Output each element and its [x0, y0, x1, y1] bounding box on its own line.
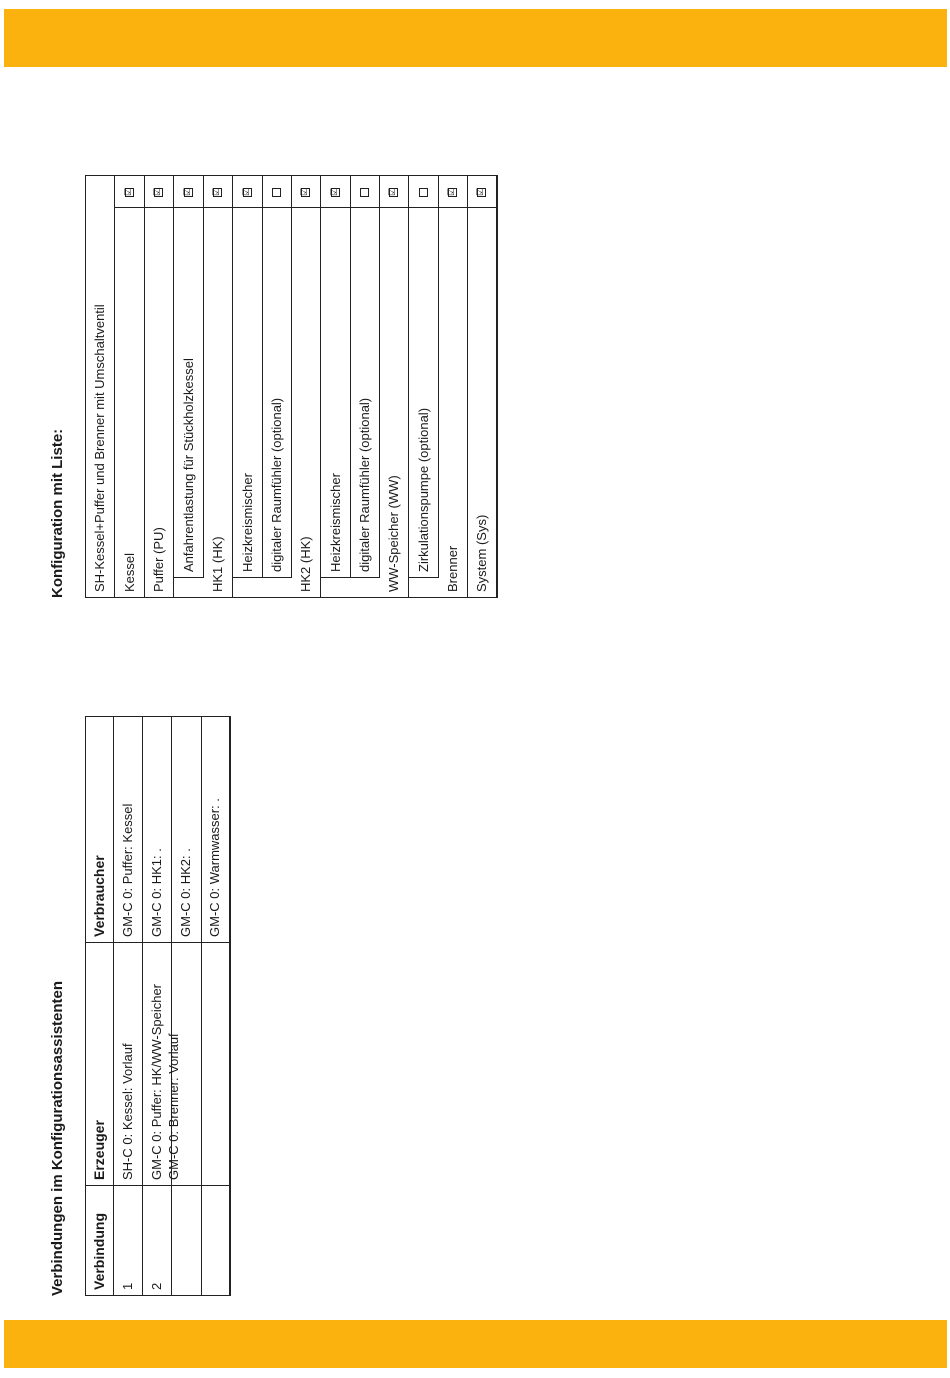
row2-id: 2	[149, 1282, 164, 1290]
config-item-ww-speicher: WW-Speicher (WW)	[386, 475, 401, 592]
config-checkbox-hk1-mischer[interactable]: ☑	[242, 187, 252, 196]
row1-consumer: GM-C 0: Puffer: Kessel	[120, 803, 135, 937]
config-item-hk2: HK2 (HK)	[298, 536, 313, 592]
config-checkbox-hk2[interactable]: ☑	[300, 187, 310, 196]
row2-consumer-2: GM-C 0: HK2: .	[178, 848, 193, 937]
col-header-verbindung: Verbindung	[91, 1213, 107, 1290]
config-checkbox-hk2-raumfuehler[interactable]	[360, 188, 369, 197]
config-title: SH-Kessel+Puffer und Brenner mit Umschaltventil	[92, 304, 107, 592]
config-checkbox-zirkulationspumpe[interactable]	[419, 188, 428, 197]
config-item-system: System (Sys)	[474, 514, 489, 592]
config-checkbox-anfahrentlastung[interactable]: ☑	[183, 187, 193, 196]
config-item-kessel: Kessel	[122, 552, 137, 592]
config-item-puffer: Puffer (PU)	[151, 527, 166, 592]
row1-id: 1	[120, 1282, 135, 1290]
row2-consumer-1: GM-C 0: HK1: .	[149, 848, 164, 937]
config-item-hk1-raumfuehler: digitaler Raumfühler (optional)	[269, 397, 284, 572]
config-checkbox-hk1[interactable]: ☑	[212, 187, 222, 196]
config-checkbox-kessel[interactable]: ☑	[124, 187, 134, 196]
config-checkbox-hk1-raumfuehler[interactable]	[272, 188, 281, 197]
config-item-hk2-raumfuehler: digitaler Raumfühler (optional)	[357, 397, 372, 572]
config-item-zirkulationspumpe: Zirkulationspumpe (optional)	[416, 407, 431, 572]
config-checkbox-system[interactable]: ☑	[476, 187, 486, 196]
config-item-anfahrentlastung: Anfahrentlastung für Stückholzkessel	[181, 358, 196, 572]
config-item-hk1-mischer: Heizkreismischer	[240, 473, 255, 572]
config-checkbox-hk2-mischer[interactable]: ☑	[330, 187, 340, 196]
connections-heading: Verbindungen im Konfigurationsassistenten	[49, 980, 66, 1296]
config-checkbox-ww-speicher[interactable]: ☑	[388, 187, 398, 196]
row1-producer: SH-C 0: Kessel: Vorlauf	[120, 1043, 135, 1180]
col-header-erzeuger: Erzeuger	[91, 1120, 107, 1180]
config-checkbox-brenner[interactable]: ☑	[447, 187, 457, 196]
config-item-brenner: Brenner	[445, 545, 460, 592]
row2-consumer-3: GM-C 0: Warmwasser: .	[207, 798, 222, 937]
config-item-hk2-mischer: Heizkreismischer	[328, 473, 343, 572]
row2-producer-1: GM-C 0: Puffer: HK/WW-Speicher	[149, 983, 164, 1180]
col-header-verbraucher: Verbraucher	[91, 855, 107, 937]
config-item-hk1: HK1 (HK)	[210, 536, 225, 592]
config-heading: Konfiguration mit Liste:	[49, 428, 66, 598]
row2-producer-2: GM-C 0: Brenner: Vorlauf	[166, 1033, 181, 1180]
config-checkbox-puffer[interactable]: ☑	[153, 187, 163, 196]
